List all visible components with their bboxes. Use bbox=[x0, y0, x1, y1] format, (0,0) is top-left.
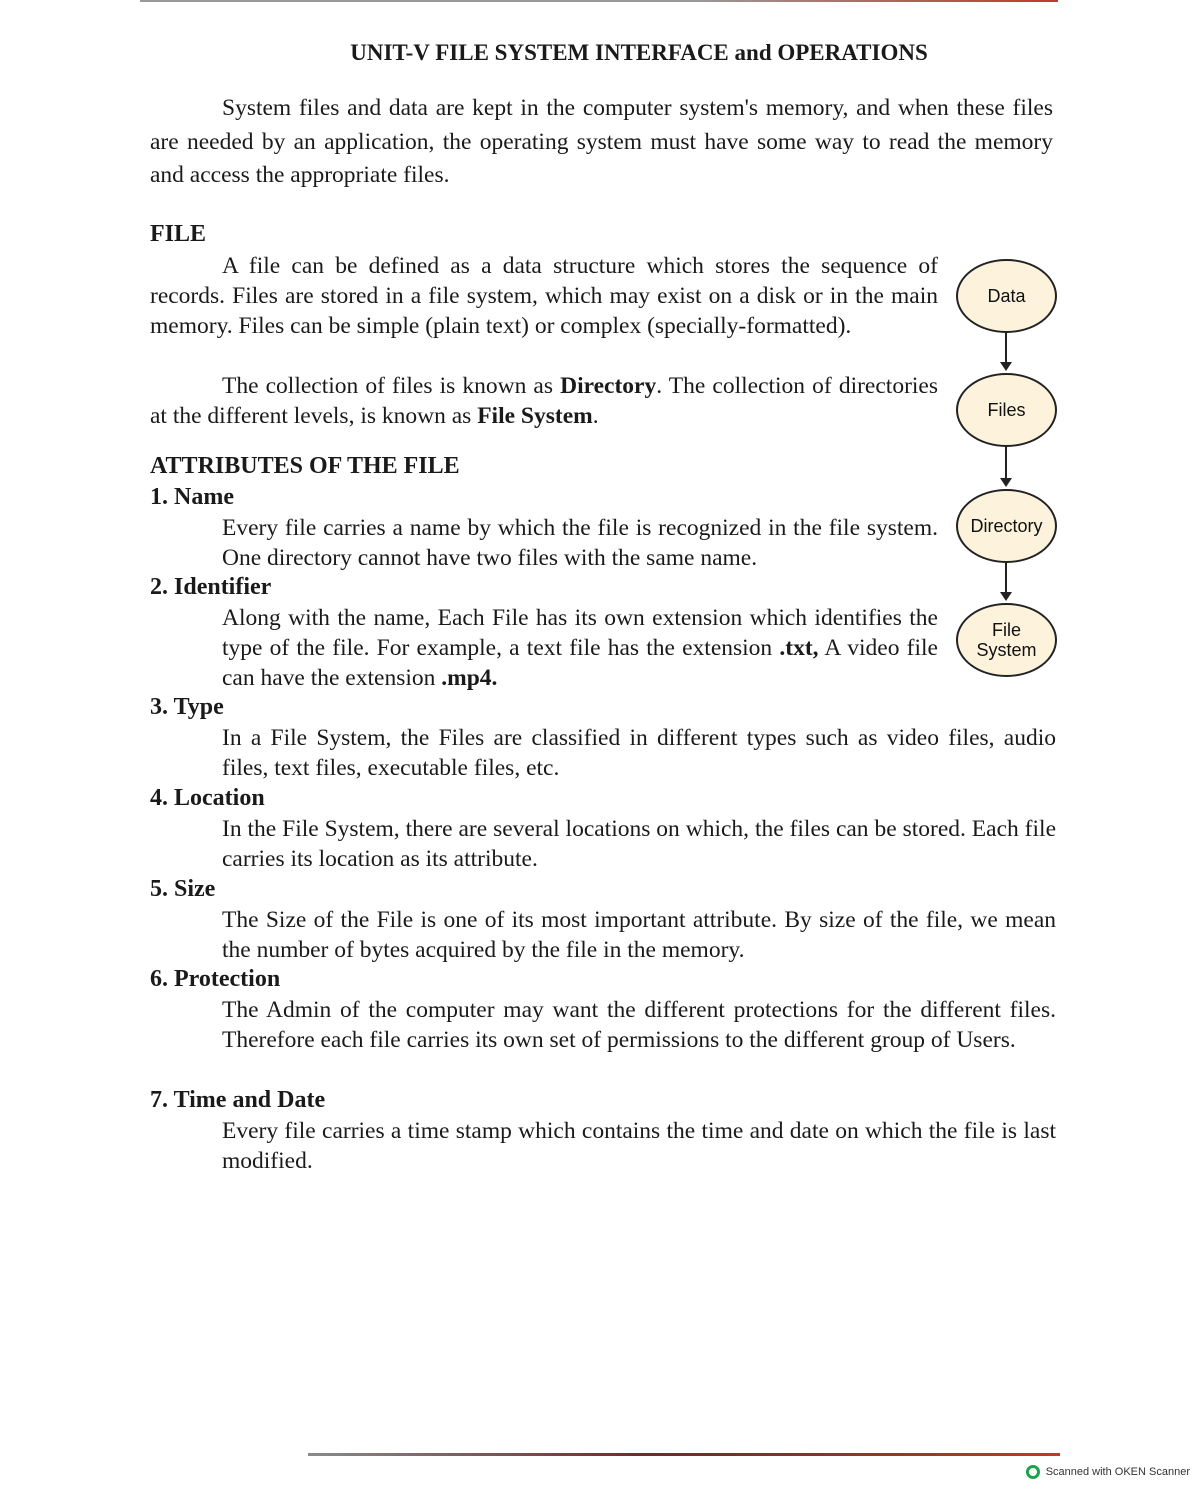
scanner-logo-icon bbox=[1026, 1465, 1040, 1479]
diagram-node-data: Data bbox=[956, 259, 1057, 333]
term-file-system: File System bbox=[477, 403, 593, 429]
attr-time-date-text: Every file carries a time stamp which contains the time and date on which the file is last modified. bbox=[222, 1118, 1056, 1174]
scanner-text: Scanned with OKEN Scanner bbox=[1045, 1466, 1190, 1478]
intro-paragraph: System files and data are kept in the computer system's memory, and when these files are needed by an application, the operating system must have some way to read the memory and access the appropriate files. bbox=[150, 95, 1053, 188]
attr-type-heading: 3. Type bbox=[150, 694, 224, 720]
attr-location-heading: 4. Location bbox=[150, 785, 265, 811]
diagram-node-files: Files bbox=[956, 373, 1057, 447]
bottom-rule bbox=[308, 1453, 1060, 1456]
attr-time-date-heading: 7. Time and Date bbox=[150, 1087, 326, 1113]
attr-identifier-heading: 2. Identifier bbox=[150, 574, 272, 600]
attr-size-heading: 5. Size bbox=[150, 876, 216, 902]
attr-identifier-text: Along with the name, Each File has its own extension which identifies the type of the file. For example, a text file has the extension .txt, A video file can have the extension .mp4. bbox=[222, 605, 938, 691]
diagram-arrow-3 bbox=[1005, 561, 1007, 599]
attr-size-text: The Size of the File is one of its most important attribute. By size of the file, we mean the number of bytes acquired by the file in the memory. bbox=[222, 907, 1056, 963]
file-paragraph-1: A file can be defined as a data structure which stores the sequence of records. Files are stored in a file system, which may exist on a disk or in the main memory. Files can be simple (plain text) or complex (specially-formatted). bbox=[150, 253, 938, 339]
diagram-node-directory: Directory bbox=[956, 489, 1057, 563]
diagram-node-file-system: File System bbox=[956, 603, 1057, 677]
diagram-arrow-2 bbox=[1005, 445, 1007, 485]
attr-name-text: Every file carries a name by which the file is recognized in the file system. One directory cannot have two files with the same name. bbox=[222, 515, 938, 571]
page-title: UNIT-V FILE SYSTEM INTERFACE and OPERATIONS bbox=[350, 40, 928, 65]
attr-protection-text: The Admin of the computer may want the different protections for the different files. Therefore each file carries its own set of permissions to the different group of Users. bbox=[222, 997, 1056, 1053]
file-paragraph-2: The collection of files is known as Directory. The collection of directories at the different levels, is known as File System. bbox=[150, 373, 938, 429]
attributes-heading: ATTRIBUTES OF THE FILE bbox=[150, 453, 460, 479]
file-heading: FILE bbox=[150, 221, 207, 247]
top-rule bbox=[140, 0, 1058, 2]
attr-name-heading: 1. Name bbox=[150, 484, 234, 510]
diagram-arrow-1 bbox=[1005, 331, 1007, 369]
attr-type-text: In a File System, the Files are classified in different types such as video files, audio files, text files, executable files, etc. bbox=[222, 725, 1056, 781]
scanner-watermark bbox=[1026, 1465, 1190, 1479]
term-directory: Directory bbox=[560, 373, 657, 399]
attr-protection-heading: 6. Protection bbox=[150, 966, 281, 992]
attr-location-text: In the File System, there are several locations on which, the files can be stored. Each file carries its location as its attribute. bbox=[222, 816, 1056, 872]
